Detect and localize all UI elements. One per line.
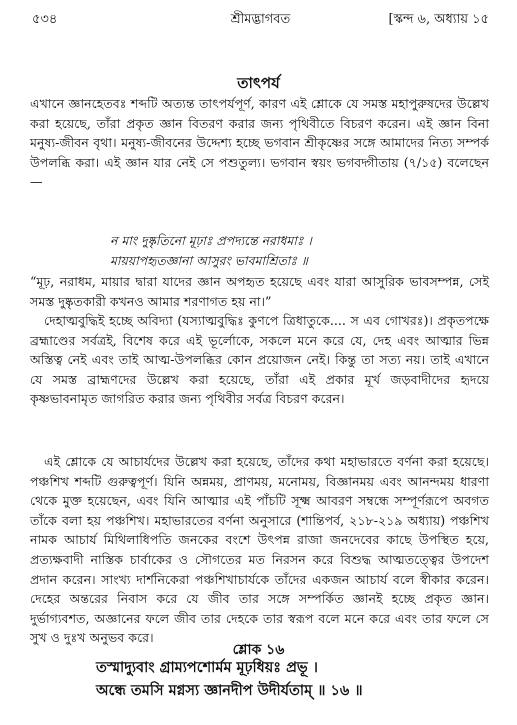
shloka-verse [96, 656, 363, 702]
purport-heading: তাৎপর্য [237, 74, 280, 92]
shloka-line-2: অন্ধে তমসি মগ্নস্য জ্ঞানদীপ উদীর্যতাম্ ॥ ১৬ ॥ [96, 682, 363, 699]
purport-paragraph-2: দেহাত্মবুদ্ধিই হচ্ছে অবিদ্যা (যস্যাত্মবুদ্ধিঃ কুণপে ত্রিধাতুকে.... স এব গোখরঃ)। প্রকৃতপক্ষে ব্রহ্মাণ্ডের সর্বত্রই, বিশেষ করে এই ভূর্লোকে, সকলে মনে করে যে, দেহ এবং আত্মার ভিন্ন অস্তিত্ব নেই এবং তাই আত্ম-উপলব্ধির কোন প্রয়োজন নেই। কিন্তু তা সত্য নয়। তাই এখানে যে সমস্ত ব্রাহ্মণদের উল্লেখ করা হয়েছে, তাঁরা এই প্রকার মূর্খ জড়বাদীদের হৃদয়ে কৃষ্ণভাবনামৃত জাগরিত করার জন্য পৃথিবীর সর্বত্র বিচরণ করেন। [30, 313, 489, 407]
shloka-line-1: তস্মাদ্যুবাং গ্রাম্যপশোর্মম মূঢ়ধিয়ঃ প্রভূ । [96, 659, 318, 676]
book-title: শ্রীমদ্ভাগবত [230, 12, 291, 27]
verse-translation: “মূঢ়, নরাধম, মায়ার দ্বারা যাদের জ্ঞান অপহৃত হয়েছে এবং যারা আসুরিক ভাবসম্পন্ন, সেই সমস্ত দুষ্কৃতকারী কখনও আমার শরণাগত হয় না।” [30, 274, 489, 309]
page-number: ৫৩৪ [32, 12, 58, 27]
gita-verse [110, 231, 312, 271]
gita-verse-line-2: মায়য়াপহৃতজ্ঞানা আসুরং ভাবমাশ্রিতাঃ ॥ [110, 253, 308, 268]
purport-paragraph-1: এখানে জ্ঞানহেতবঃ শব্দটি অত্যন্ত তাৎপর্যপূর্ণ, কারণ এই শ্লোকে যে সমস্ত মহাপুরুষদের উল্লেখ করা হয়েছে, তাঁরা প্রকৃত জ্ঞান বিতরণ করার জন্য পৃথিবীতে বিচরণ করেন। এই জ্ঞান বিনা মনুষ্য-জীবন বৃথা। মনুষ্য-জীবনের উদ্দেশ্য হচ্ছে ভগবান শ্রীকৃষ্ণের সঙ্গে আমাদের নিত্য সম্পর্ক উপলব্ধি করা। এই জ্ঞান যার নেই সে পশুতুল্য। ভগবান স্বয়ং ভগবদ্গীতায় (৭/১৫) বলেছেন— [30, 96, 489, 190]
chapter-reference: [স্কন্দ ৬, অধ্যায় ১৫ [388, 12, 489, 27]
shloka-number: শ্লোক ১৬ [232, 642, 285, 658]
running-header [32, 10, 489, 30]
gita-verse-line-1: ন মাং দুষ্কৃতিনো মূঢ়াঃ প্রপদ্যন্তে নরাধমাঃ । [110, 233, 312, 248]
purport-paragraph-3: এই শ্লোকে যে আচার্যদের উল্লেখ করা হয়েছে, তাঁদের কথা মহাভারতে বর্ণনা করা হয়েছে। পঞ্চশিখ শব্দটি গুরুত্বপূর্ণ। যিনি অন্নময়, প্রাণময়, মনোময়, বিজ্ঞানময় এবং আনন্দময় ধারণা থেকে মুক্ত হয়েছেন, এবং যিনি আত্মার এই পাঁচটি সূক্ষ্ম আবরণ সম্বন্ধে সম্পূর্ণরূপে অবগত তাঁকে বলা হয় পঞ্চশিখ। মহাভারতের বর্ণনা অনুসারে (শান্তিপর্ব, ২১৮-২১৯ অধ্যায়) পঞ্চশিখ নামক আচার্য মিথিলাধিপতি জনকের বংশে উৎপন্ন রাজা জনদেবের কাছে উপস্থিত হয়ে, প্রত্যক্ষবাদী নাস্তিক চার্বাকের ও সৌগতের মত নিরসন করে বিশুদ্ধ আত্মতত্ত্বের উপদেশ প্রদান করেন। সাংখ্য দার্শনিকেরা পঞ্চশিখাচার্যকে তাঁদের একজন আচার্য বলে স্বীকার করেন। দেহের অন্তরের নিবাস করে যে জীব তার সঙ্গে সম্পর্কিত জ্ঞানই হচ্ছে প্রকৃত জ্ঞান। দুর্ভাগ্যবশত, অজ্ঞানের ফলে জীব তার দেহকে তার স্বরূপ বলে মনে করে এবং তার ফলে সে সুখ ও দুঃখ অনুভব করে। [30, 454, 489, 646]
